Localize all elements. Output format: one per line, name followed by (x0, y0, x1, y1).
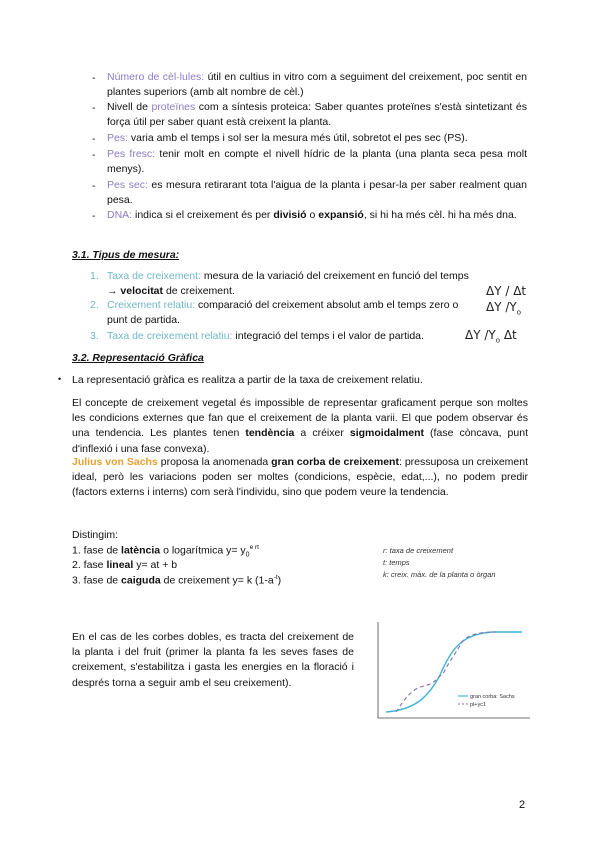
note-t: t: temps (383, 558, 410, 567)
list-dash: - (92, 72, 96, 84)
note-k: k: creix. màx. de la planta o òrgan (383, 570, 496, 579)
list-number: 3. (90, 330, 99, 342)
formula-relative-rate: ΔY $/Y_o$ Δt (465, 328, 517, 345)
section-heading-3-2: 3.2. Representació Gràfica (72, 352, 204, 364)
list-item: Número de cèl·lules: útil en cultius in vitro com a seguiment del creixement, poc sentit en plantes superiors (amb alt nombre de cèl.) (107, 71, 527, 99)
phase-2: 2. fase lineal y= at + b (72, 559, 178, 571)
list-dash: - (92, 149, 96, 161)
list-dash: - (92, 133, 96, 145)
formula-rate: ΔY / Δt (486, 284, 527, 298)
bullet-dot: • (58, 374, 62, 384)
paragraph-concept: El concepte de creixement vegetal és impossible de representar graficament perque son moltes les condicions externes que fan que el creixement de la planta varii. El que podem observar és una tendencia. Les plantes tenen tendència a créixer sigmoidalment (fase còncava, punt d'inflexió i una fase convexa). (72, 397, 528, 455)
list-number: 1. (90, 270, 99, 282)
list-dash: - (92, 180, 96, 192)
list-item: Pes: varia amb el temps i sol ser la mesura més útil, sobretot el pes sec (PS). (107, 132, 468, 144)
formula-relative: ΔY $/Y_o$ (486, 300, 522, 317)
phase-1: 1. fase de latència o logarítmica $y= y_0^{e rt}$ (72, 544, 259, 559)
list-item: Creixement relatiu: comparació del creixement absolut amb el temps zero o punt de partida. (107, 299, 459, 327)
phase-3: 3. fase de caiguda de creixement y= k $(1-a^{-t})$ (72, 574, 282, 587)
list-dash: - (92, 210, 96, 222)
note-r: r: taxa de creixement (383, 546, 454, 555)
growth-curve-figure (372, 620, 532, 728)
bullet-text: La representació gràfica es realitza a partir de la taxa de creixement relatiu. (72, 374, 423, 386)
distingim-label: Distingim: (72, 529, 119, 541)
page-number: 2 (519, 799, 526, 811)
list-item: Pes fresc: tenir molt en compte el nivell hídric de la planta (una planta seca pesa molt menys). (107, 148, 527, 176)
list-item: Nivell de proteïnes com a síntesis proteica: Saber quantes proteïnes s'està sintetizant és força útil per saber quant està creixent la planta. (107, 101, 527, 129)
section-heading-3-1: 3.1. Tipus de mesura: (72, 249, 180, 261)
paragraph-double-curves: En el cas de les corbes dobles, es tracta del creixement de la planta i del fruit (primer la planta fa les seves fases de creixement, s'estabilitza i gasta les energies en la floració i després torna a seguir amb el seu creixement). (72, 631, 354, 689)
list-number: 2. (90, 299, 99, 311)
list-item: Taxa de creixement: mesura de la variació del creixement en funció del temps → velocitat de creixement. (107, 270, 469, 298)
paragraph-sachs: Julius von Sachs proposa la anomenada gran corba de creixement: pressuposa un creixement ideal, però les variacions poden ser moltes (condicions, espècie, edat,...), no podem predir (factors externs i interns) com serà l'individu, sino que podem veure la tendencia. (72, 456, 528, 499)
legend-label-sachs: gran corba: Sachs (470, 694, 515, 700)
legend-label-double: pl+yc1 (470, 702, 487, 708)
list-item: Pes sec: es mesura retirarant tota l'aigua de la planta i pesar-la per saber realment quan pesa. (107, 179, 527, 207)
list-item: DNA: indica si el creixement és per divisió o expansió, si hi ha més cèl. hi ha més dna. (107, 209, 517, 221)
list-item: Taxa de creixement relatiu: integració del temps i el valor de partida. (107, 330, 424, 342)
sachs-curve-solid (386, 632, 522, 712)
list-dash: - (92, 102, 96, 114)
double-curve-dashed (396, 632, 496, 712)
